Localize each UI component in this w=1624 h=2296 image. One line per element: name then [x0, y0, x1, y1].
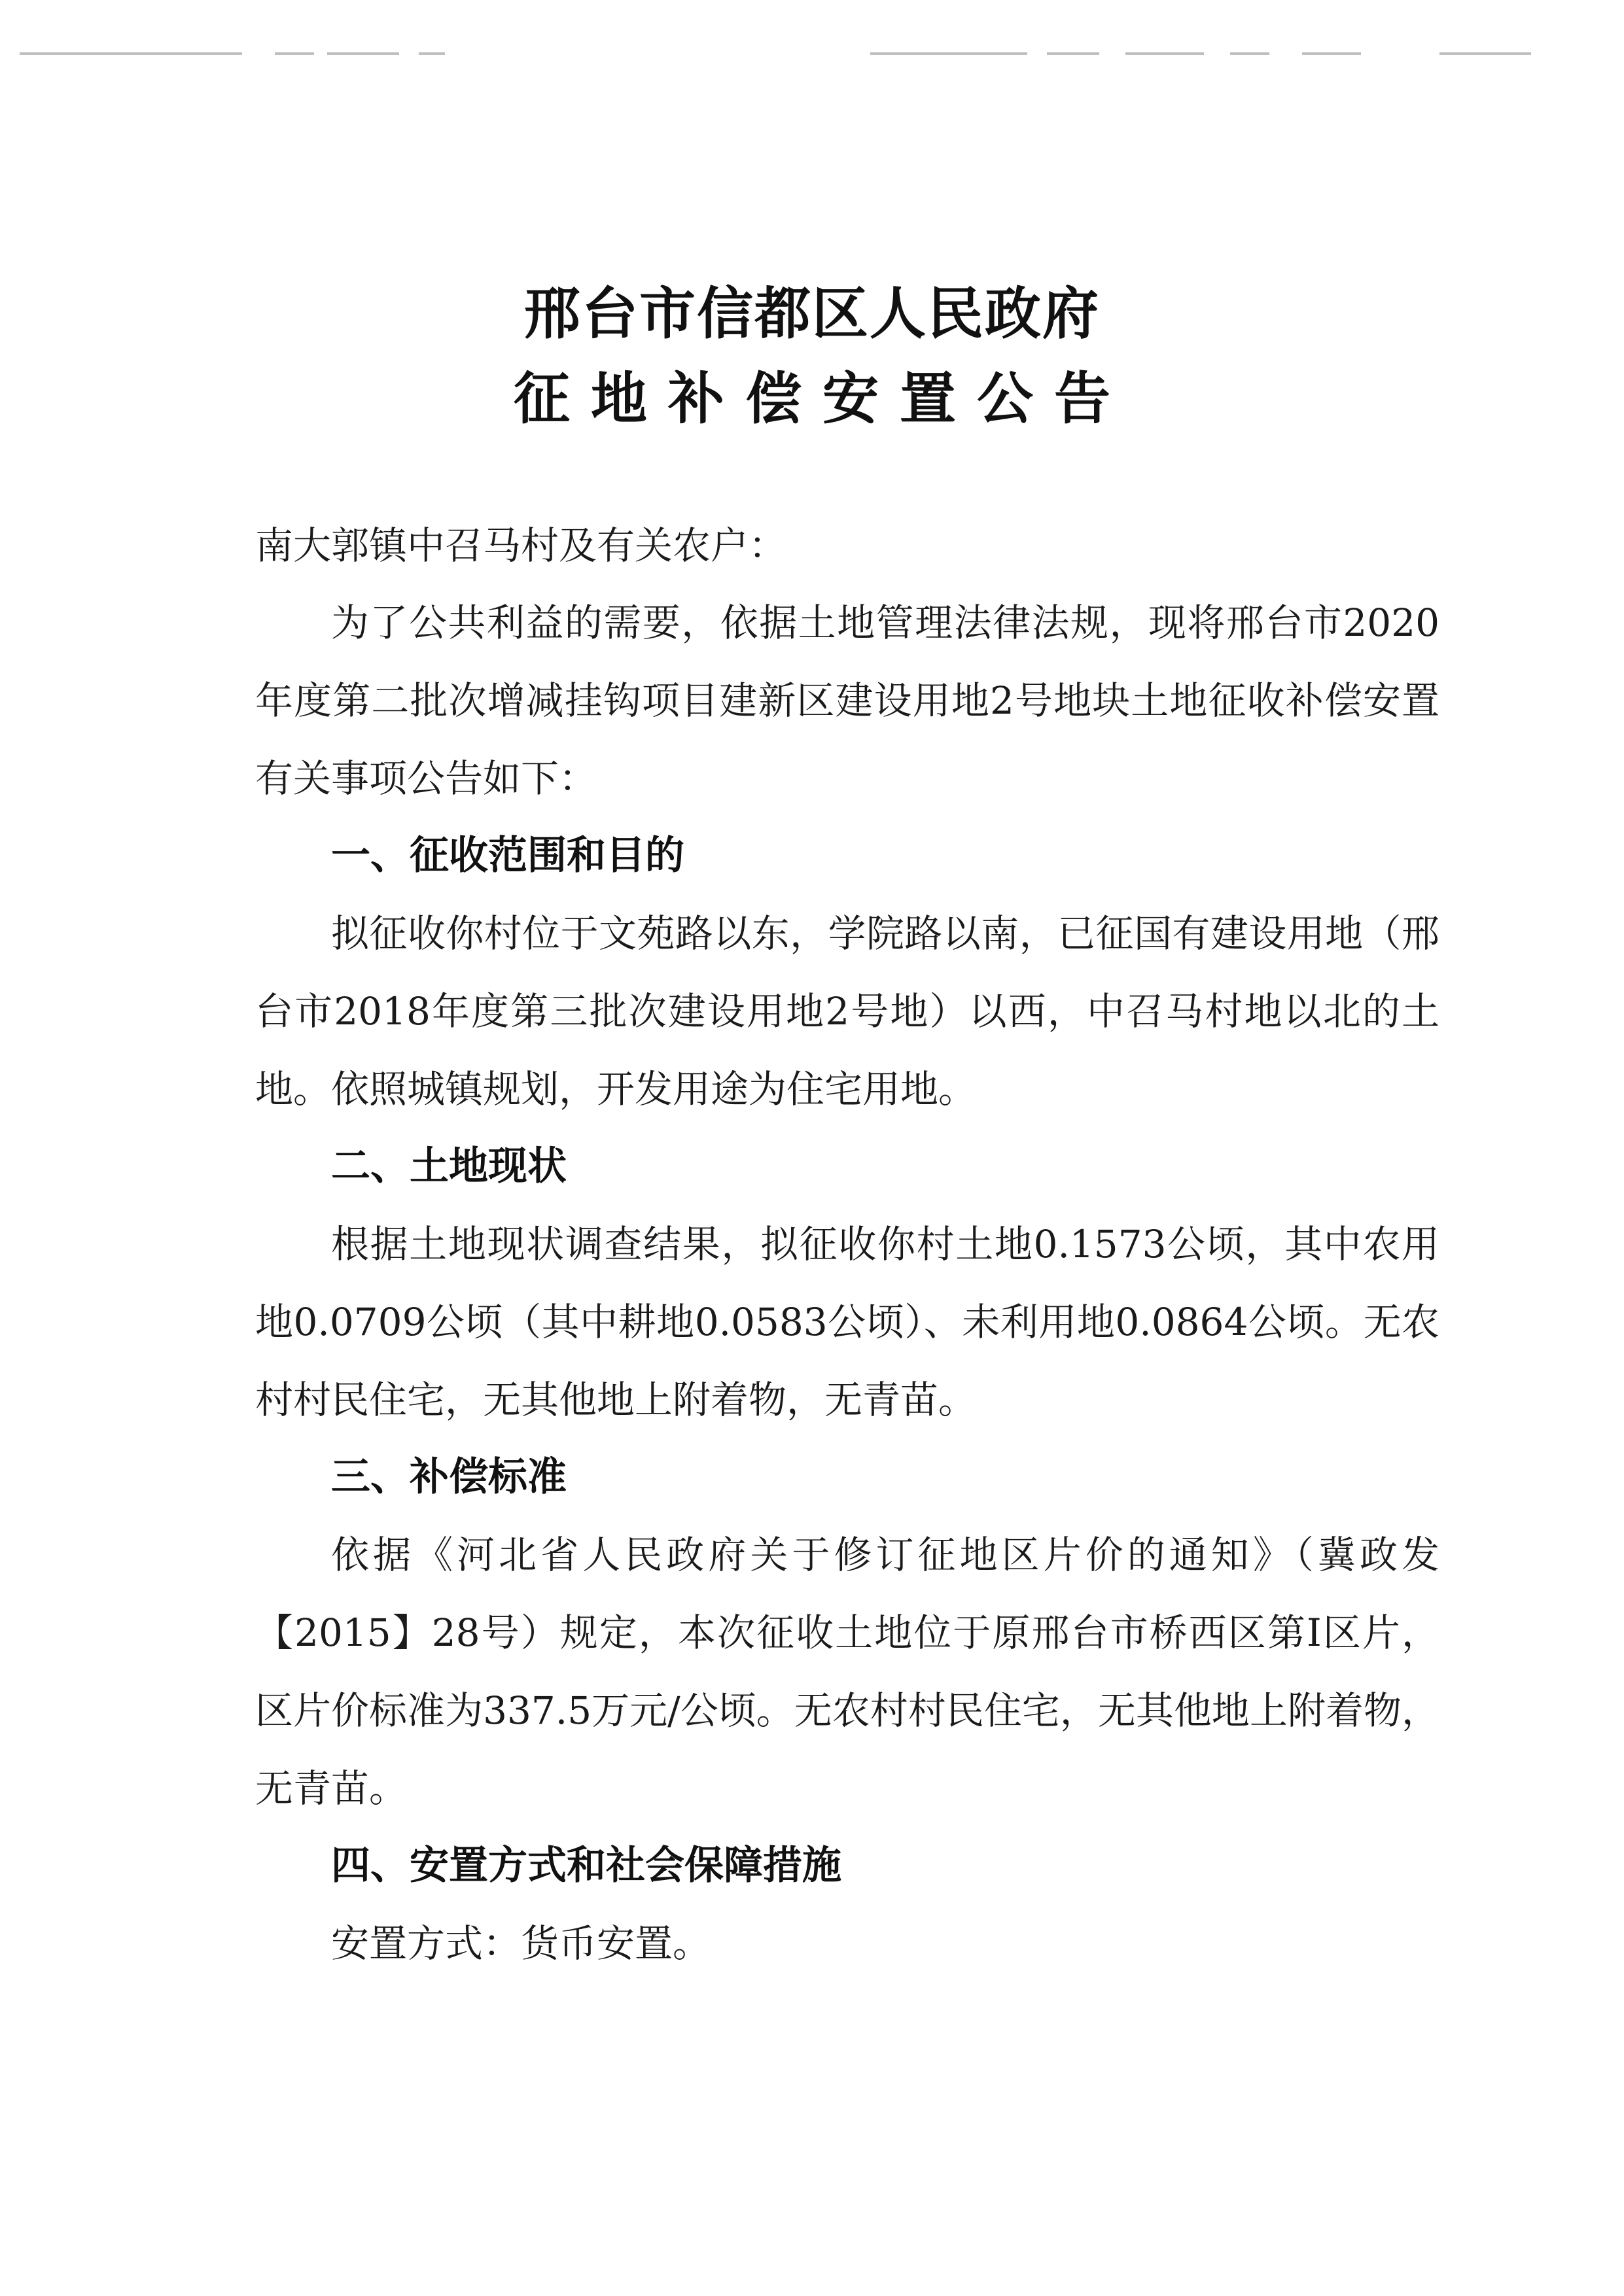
document-title: 邢台市信都区人民政府	[524, 281, 1100, 347]
section-body-scope: 拟征收你村位于文苑路以东，学院路以南，已征国有建设用地（邢台市2018年度第三批次建设用地2号地）以西，中召马村地以北的土地。依照城镇规划，开发用途为住宅用地。	[255, 911, 1439, 1111]
section-body-compensation: 依据《河北省人民政府关于修订征地区片价的通知》（冀政发【2015】28号）规定，本次征收土地位于原邢台市桥西区第Ⅰ区片，区片价标准为337.5万元/公顷。无农村村民住宅，无其他地上附着物，无青苗。	[255, 1533, 1439, 1811]
document-subtitle: 征地补偿安置公告	[514, 366, 1131, 432]
salutation: 南大郭镇中召马村及有关农户：	[255, 523, 787, 568]
scan-edge-artifact	[0, 33, 1624, 52]
section-body-resettlement: 安置方式：货币安置。	[331, 1921, 711, 1966]
intro-paragraph: 为了公共利益的需要，依据土地管理法律法规，现将邢台市2020年度第二批次增减挂钩项目建新区建设用地2号地块土地征收补偿安置有关事项公告如下：	[255, 600, 1439, 801]
section-body-land-status: 根据土地现状调查结果，拟征收你村土地0.1573公顷，其中农用地0.0709公顷（其中耕地0.0583公顷）、未利用地0.0864公顷。无农村村民住宅，无其他地上附着物，无青苗。	[255, 1222, 1439, 1422]
section-heading-land-status: 二、土地现状	[331, 1143, 567, 1189]
section-heading-compensation: 三、补偿标准	[331, 1454, 567, 1500]
section-heading-resettlement: 四、安置方式和社会保障措施	[331, 1843, 841, 1888]
section-heading-scope: 一、征收范围和目的	[331, 833, 684, 878]
